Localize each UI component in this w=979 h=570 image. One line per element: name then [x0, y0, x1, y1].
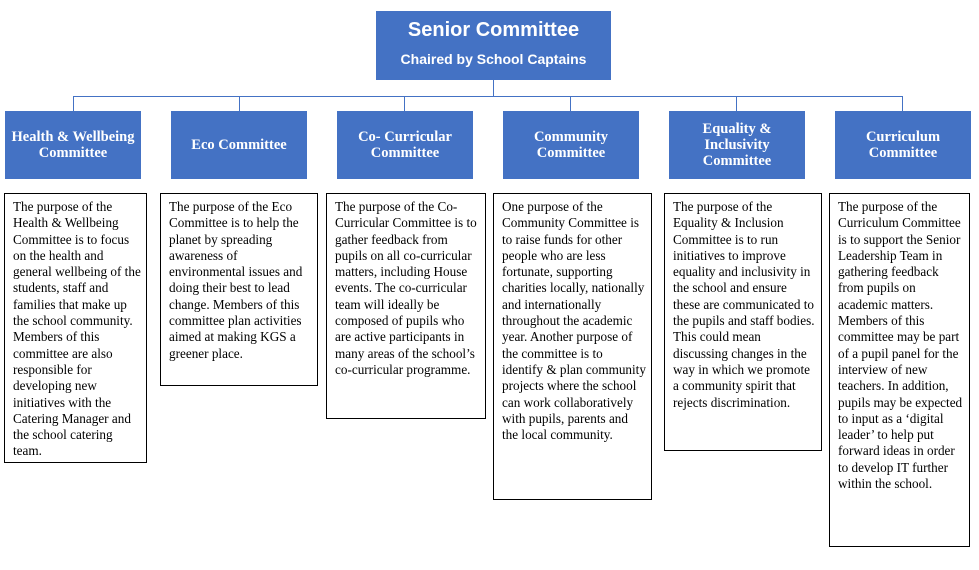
connector-drop-eco — [239, 96, 240, 111]
connector-drop-health — [73, 96, 74, 111]
description-curriculum: The purpose of the Curriculum Committee is to support the Senior Leadership Team in gathering feedback from pupils on academic matters. Members of this committee may be part of a pupil panel for the interview of new teachers. In addition, pupils may be expected to input as a ‘digital leader’ to help put forward ideas in order to develop IT further within the school. — [829, 193, 970, 547]
committee-box-equality-inclusivity: Equality & Inclusivity Committee — [669, 111, 805, 179]
senior-committee-title: Senior Committee — [407, 19, 580, 41]
senior-committee-box — [376, 11, 611, 80]
committee-box-eco: Eco Committee — [171, 111, 307, 179]
description-health-wellbeing: The purpose of the Health & Wellbeing Committee is to focus on the health and general wellbeing of the students, staff and families that make up the school community. Members of this committee are also responsible for developing new initiatives with the Catering Manager and the school catering team. — [4, 193, 147, 463]
connector-bus — [73, 96, 903, 97]
description-community: One purpose of the Community Committee is to raise funds for other people who are less fortunate, supporting charities locally, nationally and internationally throughout the academic year. Another purpose of the committee is to identify & plan community projects where the school can work collaboratively with pupils, parents and the local community. — [493, 193, 652, 500]
connector-drop-curriculum — [902, 96, 903, 111]
connector-drop-equality — [736, 96, 737, 111]
description-eco: The purpose of the Eco Committee is to help the planet by spreading awareness of environmental issues and doing their best to lead change. Members of this committee plan activities aimed at making KGS a greener place. — [160, 193, 318, 386]
senior-committee-subtitle: Chaired by School Captains — [400, 51, 587, 67]
committee-box-community: Community Committee — [503, 111, 639, 179]
description-co-curricular: The purpose of the Co-Curricular Committee is to gather feedback from pupils on all co-curricular matters, including House events. The co-curricular team will ideally be composed of pupils who are active participants in many areas of the school’s co-curricular programme. — [326, 193, 486, 419]
committee-box-health-wellbeing: Health & Wellbeing Committee — [5, 111, 141, 179]
committee-box-curriculum: Curriculum Committee — [835, 111, 971, 179]
connector-drop-cocurricular — [404, 96, 405, 111]
connector-trunk — [493, 80, 494, 96]
connector-drop-community — [570, 96, 571, 111]
committee-box-co-curricular: Co- Curricular Committee — [337, 111, 473, 179]
description-equality-inclusivity: The purpose of the Equality & Inclusion Committee is to run initiatives to improve equality and inclusivity in the school and ensure these are communicated to the pupils and staff bodies. This could mean discussing changes in the way in which we promote a community spirit that rejects discrimination. — [664, 193, 822, 451]
